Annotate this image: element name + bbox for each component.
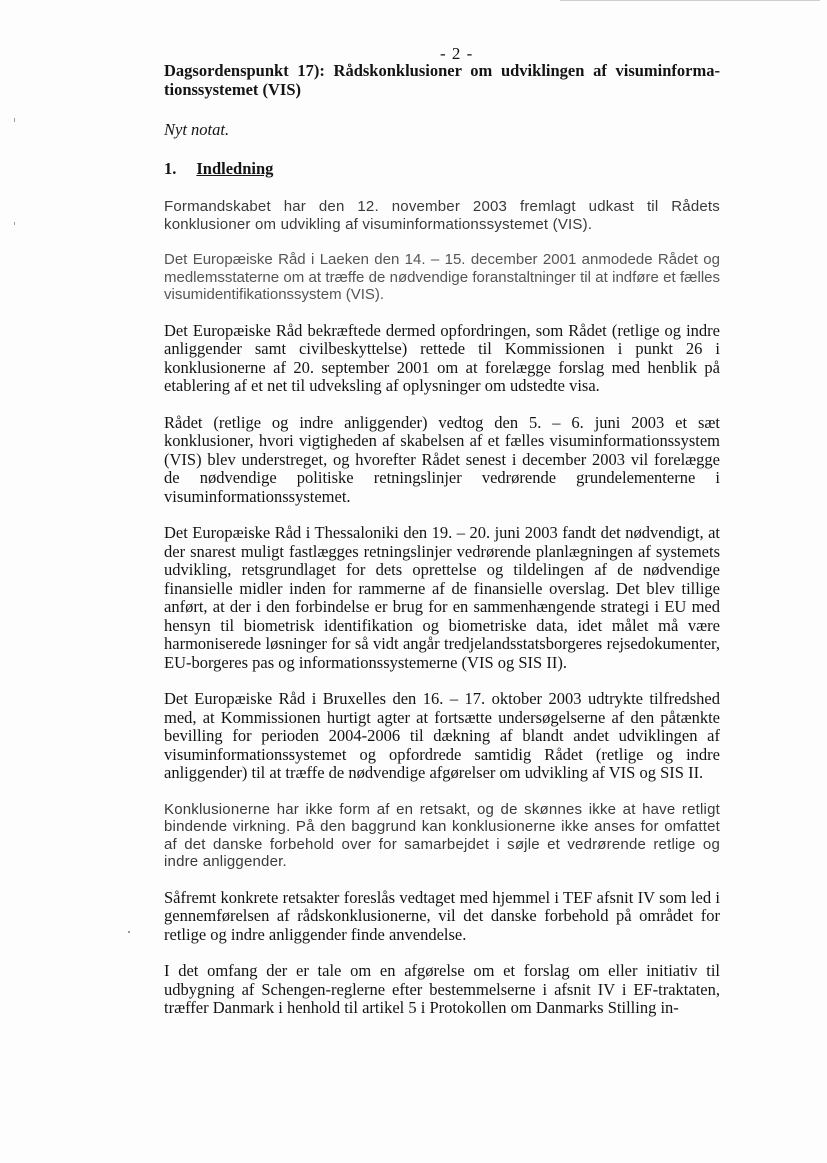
document-body	[164, 62, 720, 1036]
agenda-item-title: Dagsordenspunkt 17): Rådskonklusioner om udviklingen af visuminformationssystemet (VIS)	[164, 61, 720, 99]
paragraph: Det Europæiske Råd i Laeken den 14. – 15. december 2001 anmodede Rådet og medlemsstaterne om at træffe de nødvendige foranstaltninger til at indføre et fælles visumidentifikationssystem (VIS).	[164, 251, 720, 303]
scan-speck	[14, 118, 15, 122]
paragraph: Konklusionerne har ikke form af en retsakt, og de skønnes ikke at have retligt bindende virkning. På den baggrund kan konklusionerne ikke anses for omfattet af det danske forbehold over for samarbejdet i søjle et vedrørende retlige og indre anliggender.	[164, 800, 720, 870]
note-label: Nyt notat.	[164, 120, 230, 139]
paragraph: Det Europæiske Råd i Thessaloniki den 19. – 20. juni 2003 fandt det nødvendigt, at der snarest muligt fastlægges retningslinjer vedrørende planlægningen af systemets udvikling, retsgrundlaget for dets oprettelse og tildelingen af de nødvendige finansielle midler inden for rammerne af de finansielle overslag. Det blev tillige anført, at der i den forbindelse er brug for en sammenhængende strategi i EU med hensyn til biometrisk identifikation og biometriske data, idet målet må være harmoniserede løsninger for så vidt angår tredjelandsstatsborgeres rejsedokumenter, EU-borgeres pas og informationssystemerne (VIS og SIS II).	[164, 523, 720, 672]
section-number: 1.	[164, 158, 177, 178]
paragraph: Det Europæiske Råd bekræftede dermed opfordringen, som Rådet (retlige og indre anliggender samt civilbeskyttelse) rettede til Kommissionen i punkt 26 i konklusionerne af 20. september 2001 om at forelægge forslag med henblik på etablering af et net til udveksling af oplysninger om udstedte visa.	[164, 320, 720, 395]
scan-speck	[128, 931, 130, 933]
section-label: Indledning	[196, 158, 274, 178]
paragraph: Rådet (retlige og indre anliggender) vedtog den 5. – 6. juni 2003 et sæt konklusioner, hvori vigtigheden af skabelsen af et fælles visuminformationssystem (VIS) blev understreget, og hvorefter Rådet senest i december 2003 vil forelægge de nødvendige politiske retningslinjer vedrørende grundelementerne i visuminformationssystemet.	[164, 412, 720, 506]
paragraph: Såfremt konkrete retsakter foreslås vedtaget med hjemmel i TEF afsnit IV som led i gennemførelsen af rådskonklusionerne, vil det danske forbehold på området for retlige og indre anliggender finde anvendelse.	[164, 887, 720, 944]
section-heading	[164, 160, 720, 179]
scan-speck	[14, 222, 15, 225]
scan-edge-line	[560, 0, 820, 1]
paragraph: I det omfang der er tale om en afgørelse om et forslag om eller initiativ til udbygning af Schengen-reglerne efter bestemmelserne i afsnit IV i EF-traktaten, træffer Danmark i henhold til artikel 5 i Protokollen om Danmarks Stilling in-	[164, 961, 720, 1017]
page-number: - 2 -	[440, 44, 474, 63]
paragraph: Formandskabet har den 12. november 2003 fremlagt udkast til Rådets konklusioner om udvikling af visuminformationssystemet (VIS).	[164, 198, 720, 233]
paragraph: Det Europæiske Råd i Bruxelles den 16. – 17. oktober 2003 udtrykte tilfredshed med, at Kommissionen hurtigt agter at fortsætte undersøgelserne af den påtænkte bevilling for perioden 2004-2006 til dækning af blandt andet udviklingen af visuminformationssystemet og opfordrede samtidig Rådet (retlige og indre anliggender) til at træffe de nødvendige afgørelser om udvikling af VIS og SIS II.	[164, 689, 720, 782]
